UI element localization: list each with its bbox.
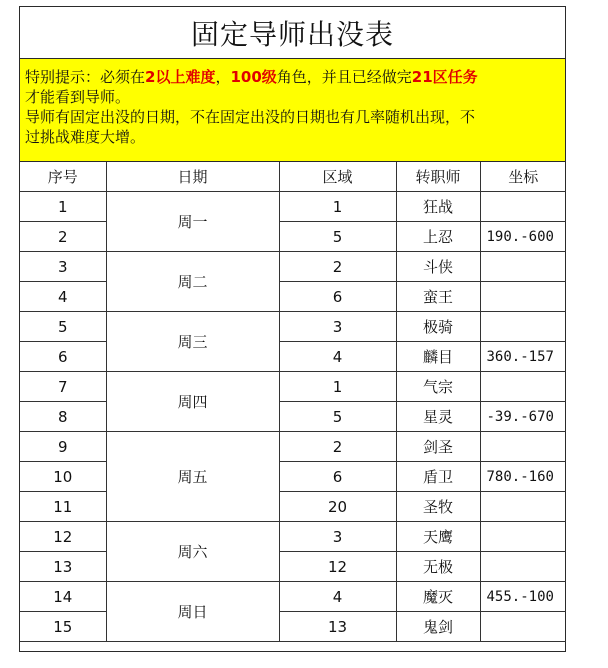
day-cell: 周日 <box>106 582 279 642</box>
seq-cell: 9 <box>20 432 106 462</box>
mentor-cell: 上忍 <box>396 222 480 252</box>
seq-cell: 13 <box>20 552 106 582</box>
mentor-cell: 星灵 <box>396 402 480 432</box>
seq-cell: 1 <box>20 192 106 222</box>
header-row <box>20 162 566 192</box>
mentor-cell: 无极 <box>396 552 480 582</box>
day-cell: 周三 <box>106 312 279 372</box>
coord-cell <box>480 552 566 582</box>
notice-text: ， <box>215 68 231 86</box>
zone-cell: 6 <box>279 462 396 492</box>
seq-cell: 3 <box>20 252 106 282</box>
zone-cell: 4 <box>279 342 396 372</box>
coord-cell <box>480 282 566 312</box>
table-row <box>20 492 566 522</box>
table-row <box>20 582 566 612</box>
seq-cell: 7 <box>20 372 106 402</box>
header-seq: 序号 <box>20 162 106 192</box>
header-mentor: 转职师 <box>396 162 480 192</box>
coord-cell <box>480 192 566 222</box>
coord-cell: 780.-160 <box>480 462 566 492</box>
mentor-cell: 极骑 <box>396 312 480 342</box>
zone-cell: 6 <box>279 282 396 312</box>
coord-cell <box>480 252 566 282</box>
table-row <box>20 372 566 402</box>
table-row <box>20 432 566 462</box>
zone-cell: 5 <box>279 222 396 252</box>
seq-cell: 2 <box>20 222 106 252</box>
seq-cell: 4 <box>20 282 106 312</box>
table-row <box>20 282 566 312</box>
seq-cell: 14 <box>20 582 106 612</box>
mentor-cell: 天鹰 <box>396 522 480 552</box>
day-cell: 周六 <box>106 522 279 582</box>
seq-cell: 8 <box>20 402 106 432</box>
mentor-table <box>20 162 566 642</box>
header-coord: 坐标 <box>480 162 566 192</box>
coord-cell <box>480 432 566 462</box>
zone-cell: 1 <box>279 372 396 402</box>
day-cell: 周一 <box>106 192 279 252</box>
mentor-cell: 斗侠 <box>396 252 480 282</box>
mentor-cell: 狂战 <box>396 192 480 222</box>
table-row <box>20 192 566 222</box>
table-row <box>20 552 566 582</box>
notice-line-4: 过挑战难度大增。 <box>25 128 146 146</box>
notice-text: 角色，并且已经做完 <box>276 68 412 86</box>
zone-cell: 5 <box>279 402 396 432</box>
table-row <box>20 252 566 282</box>
zone-cell: 20 <box>279 492 396 522</box>
seq-cell: 5 <box>20 312 106 342</box>
table-row <box>20 402 566 432</box>
day-cell: 周二 <box>106 252 279 312</box>
header-day: 日期 <box>106 162 279 192</box>
seq-cell: 12 <box>20 522 106 552</box>
coord-cell <box>480 492 566 522</box>
header-zone: 区域 <box>279 162 396 192</box>
mentor-cell: 麟目 <box>396 342 480 372</box>
seq-cell: 10 <box>20 462 106 492</box>
mentor-cell: 魔灭 <box>396 582 480 612</box>
seq-cell: 15 <box>20 612 106 642</box>
seq-cell: 6 <box>20 342 106 372</box>
coord-cell: 190.-600 <box>480 222 566 252</box>
table-row <box>20 612 566 642</box>
day-cell: 周五 <box>106 432 279 522</box>
zone-cell: 2 <box>279 252 396 282</box>
mentor-cell: 蛮王 <box>396 282 480 312</box>
mentor-cell: 剑圣 <box>396 432 480 462</box>
seq-cell: 11 <box>20 492 106 522</box>
zone-cell: 3 <box>279 522 396 552</box>
notice-highlight-level: 100级 <box>230 68 277 86</box>
coord-cell <box>480 522 566 552</box>
notice-line-3: 导师有固定出没的日期，不在固定出没的日期也有几率随机出现，不 <box>25 108 476 126</box>
notice-line-2: 才能看到导师。 <box>25 88 131 106</box>
coord-cell <box>480 312 566 342</box>
table-row <box>20 222 566 252</box>
mentor-cell: 圣牧 <box>396 492 480 522</box>
mentor-schedule-sheet <box>19 6 566 652</box>
table-row <box>20 342 566 372</box>
zone-cell: 13 <box>279 612 396 642</box>
coord-cell: -39.-670 <box>480 402 566 432</box>
zone-cell: 12 <box>279 552 396 582</box>
zone-cell: 1 <box>279 192 396 222</box>
mentor-cell: 盾卫 <box>396 462 480 492</box>
coord-cell: 455.-100 <box>480 582 566 612</box>
zone-cell: 4 <box>279 582 396 612</box>
table-row <box>20 522 566 552</box>
mentor-cell: 鬼剑 <box>396 612 480 642</box>
day-cell: 周四 <box>106 372 279 432</box>
zone-cell: 2 <box>279 432 396 462</box>
zone-cell: 3 <box>279 312 396 342</box>
table-row <box>20 312 566 342</box>
notice-text: 特别提示：必须在 <box>25 68 146 86</box>
coord-cell: 360.-157 <box>480 342 566 372</box>
coord-cell <box>480 612 566 642</box>
notice-highlight-quest: 21区任务 <box>411 68 478 86</box>
mentor-cell: 气宗 <box>396 372 480 402</box>
sheet-title: 固定导师出没表 <box>20 7 565 59</box>
notice-highlight-difficulty: 2以上难度 <box>145 68 216 86</box>
coord-cell <box>480 372 566 402</box>
notice-box <box>20 59 565 162</box>
table-row <box>20 462 566 492</box>
notice-line-1 <box>25 67 560 87</box>
